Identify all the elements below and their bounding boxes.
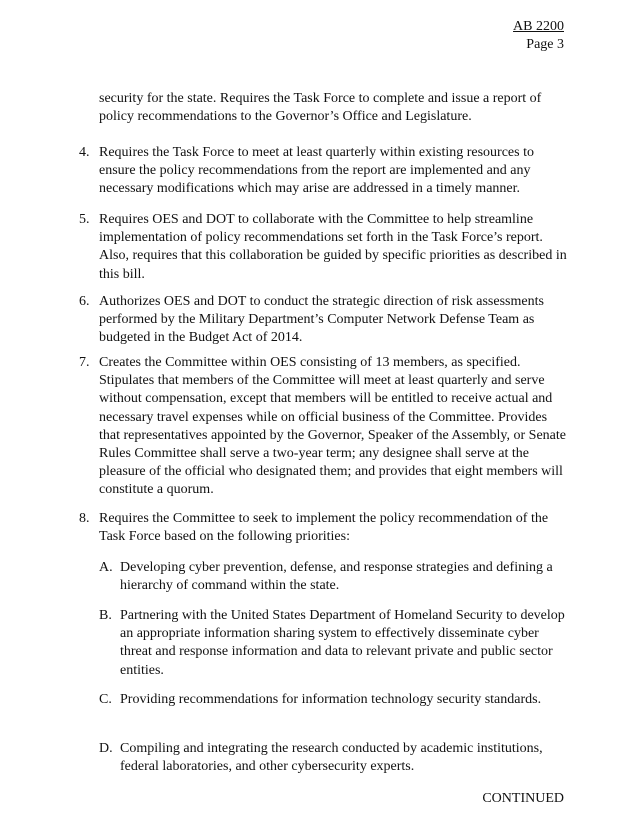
sub-item-text: Partnering with the United States Department of Homeland Security to develop an appropriate information sharing system to effectively disseminate cyber threat and response information and data to relevant private and public sector entities. [120,608,565,678]
sub-item-letter: D. [99,741,113,756]
list-item [79,354,569,500]
item-number: 5. [79,212,90,227]
sub-item-letter: B. [99,608,112,623]
sub-item-text: Developing cyber prevention, defense, and response strategies and defining a hierarchy of command within the state. [120,560,553,594]
item-text: Creates the Committee within OES consisting of 13 members, as specified. Stipulates that members of the Committee will meet at least quarterly and serve without compensation, except that members will be entitled to receive actual and necessary travel expenses while on official business of the Committee. Provides that representatives appointed by the Governor, Speaker of the Assembly, or Senate Rules Committee shall serve a two-year term; any designee shall serve at the pleasure of the official who designated them; and provides that eight members will constitute a quorum. [99,355,567,498]
sub-list-item [99,691,569,709]
sub-item-text: Providing recommendations for information technology security standards. [120,692,542,707]
list-item [79,510,569,546]
item-number: 7. [79,355,90,370]
item-text: Requires the Task Force to meet at least quarterly within existing resources to ensure the policy recommendations from the report are implemented and any necessary modifications which may arise are addressed in a timely manner. [99,145,534,197]
continued-label: CONTINUED [482,791,564,806]
sub-item-text: Compiling and integrating the research conducted by academic institutions, federal laboratories, and other cybersecurity experts. [120,741,543,775]
sub-item-letter: C. [99,692,112,707]
bill-number: AB 2200 [513,19,564,34]
item-number: 4. [79,145,90,160]
list-item [79,211,569,284]
item-text: Requires OES and DOT to collaborate with the Committee to help streamline implementation of policy recommendations set forth in the Task Force’s report. Also, requires that this collaboration be guided by specific priorities as described in this bill. [99,212,567,282]
sub-list-item [99,607,569,680]
continued-paragraph: security for the state. Requires the Task Force to complete and issue a report of policy recommendations to the Governor’s Office and Legislature. [99,91,542,125]
sub-list-item [99,740,569,776]
item-number: 6. [79,294,90,309]
list-item [79,293,569,348]
item-text: Requires the Committee to seek to implement the policy recommendation of the Task Force based on the following priorities: [99,511,549,545]
list-item [79,144,569,199]
sub-list-item [99,559,569,595]
item-text: Authorizes OES and DOT to conduct the strategic direction of risk assessments performed by the Military Department’s Computer Network Defense Team as budgeted in the Budget Act of 2014. [99,294,544,346]
item-number: 8. [79,511,90,526]
sub-item-letter: A. [99,560,113,575]
page-number: Page 3 [526,37,564,53]
page-header [513,18,564,54]
